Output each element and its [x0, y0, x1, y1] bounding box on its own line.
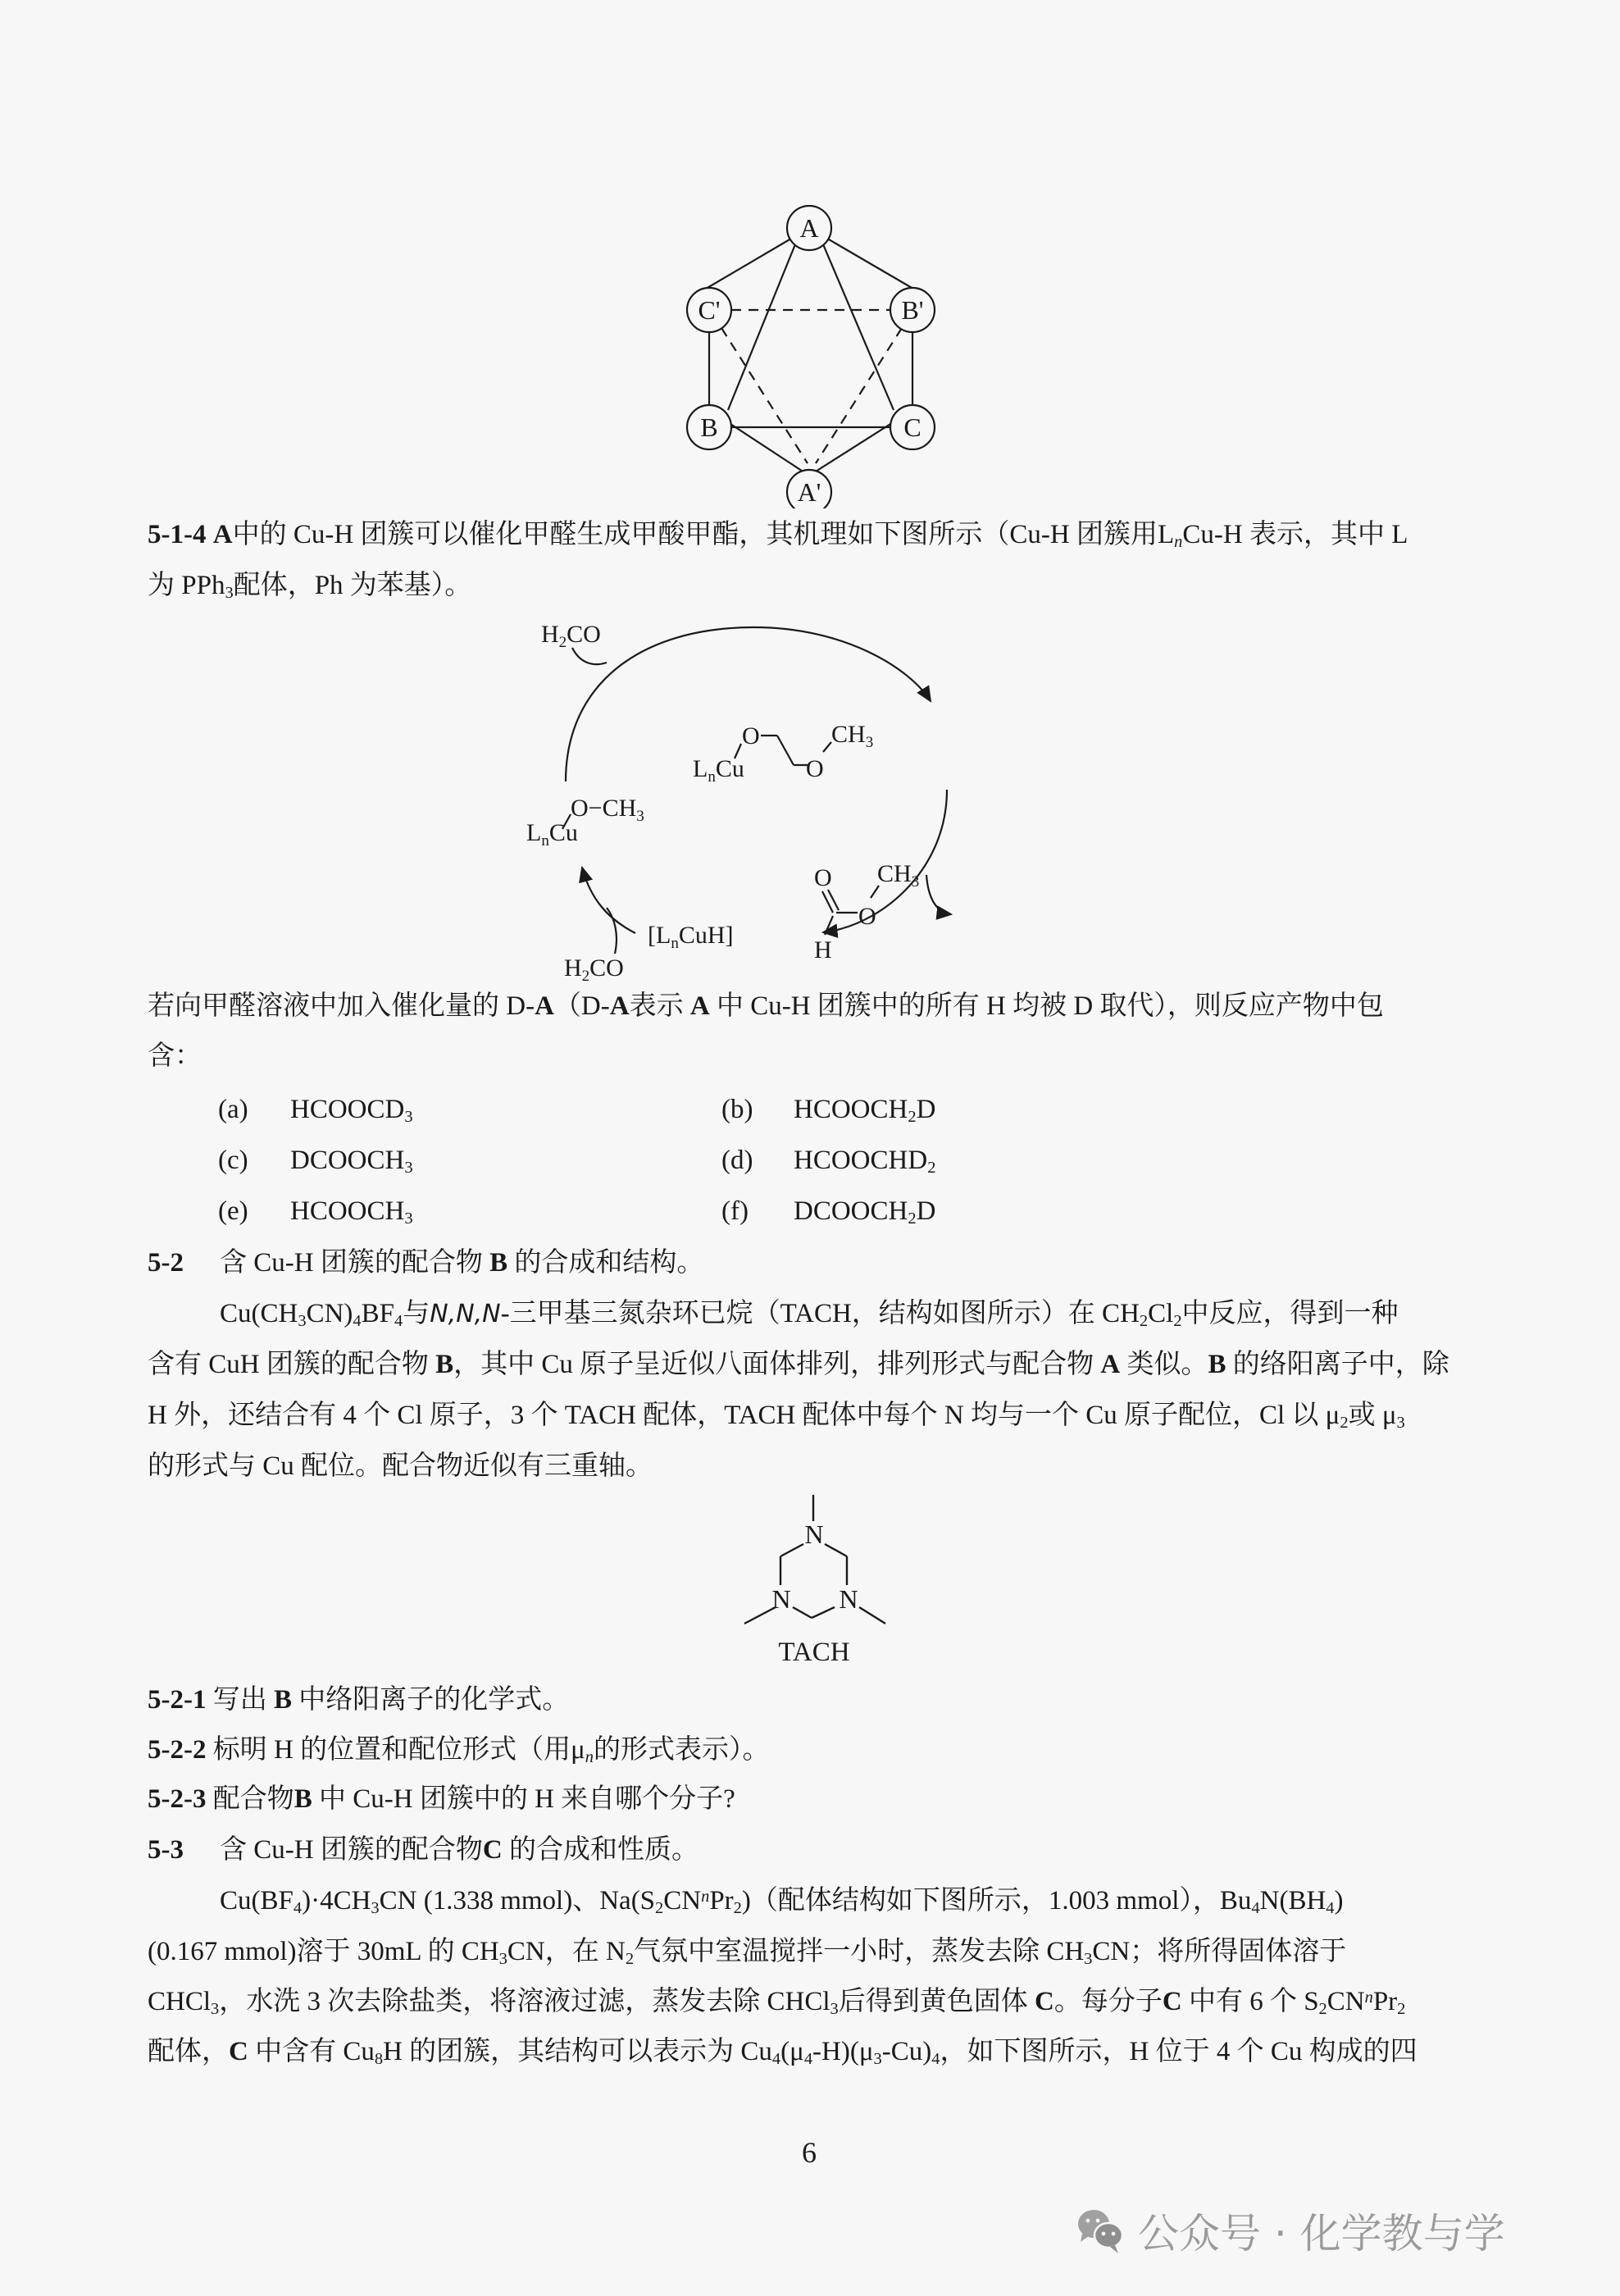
wechat-icon	[1076, 2206, 1126, 2255]
svg-text:CH3: $CH_3$	[831, 721, 874, 751]
vertex-label: B	[700, 412, 718, 442]
octahedron-diagram	[672, 205, 951, 508]
watermark	[1076, 2198, 1505, 2263]
svg-text:[LnCuH]: $[L_nCuH]$	[648, 922, 734, 952]
vertex-label: C	[903, 412, 921, 442]
question-5-1-4: 5-1-4 A中的 Cu-H 团簇可以催化甲醛生成甲酸甲酯，其机理如下图所示（Cu-H 团簇用$L_nCu-H$ 表示，其中 L	[148, 520, 1408, 552]
section-5-3-para-line1: $Cu(BF_4)\cdot 4CH_3CN$ (1.338 mmol)、$Na(S_2CN^nPr_2)$（配体结构如下图所示，1.003 mmol），$Bu_4N(BH_4)$	[220, 1886, 1344, 1918]
svg-text:O−CH3: $O-CH_3$	[571, 795, 644, 825]
option-f: (f) $DCOOCH_2D$	[721, 1196, 936, 1228]
svg-text:CH3: $CH_3$	[877, 860, 920, 891]
svg-text:O: O	[806, 755, 824, 782]
question-5-2-1: 5-2-1 写出 B 中络阳离子的化学式。	[148, 1685, 570, 1715]
section-5-3-para-line2: (0.167 mmol)溶于 30mL 的 $CH_3CN$，在 $N_2$气氛中室温搅拌一小时，蒸发去除 $CH_3CN$；将所得固体溶于	[148, 1937, 1347, 1969]
question-5-1-4-statement: 若向甲醛溶液中加入催化量的 D-A（D-A表示 A 中 Cu-H 团簇中的所有 H 均被 D 取代），则反应产物中包	[148, 991, 1384, 1021]
section-5-2-para-line1: $Cu(CH_3CN)_4BF_4$与N,N,N-三甲基三氮杂环已烷（TACH，结构如图所示）在 $CH_2Cl_2$中反应，得到一种	[220, 1299, 1399, 1331]
question-5-2-3: 5-2-3 配合物B 中 Cu-H 团簇中的 H 来自哪个分子?	[148, 1784, 735, 1814]
section-5-2-para-line3: H 外，还结合有 4 个 Cl 原子，3 个 TACH 配体，TACH 配体中每个 N 均与一个 Cu 原子配位，Cl 以 $\mu_2$或 $\mu_3$	[148, 1401, 1405, 1433]
section-5-3-para-line4: 配体，C 中含有 $Cu_8H$ 的团簇，其结构可以表示为 $Cu_4(\mu_4-H)(\mu_3-Cu)_4$，如下图所示，H 位于 4 个 Cu 构成的四	[148, 2037, 1418, 2069]
vertex-label: A'	[797, 477, 821, 507]
section-5-3-title: 5-3 含 Cu-H 团簇的配合物C 的合成和性质。	[148, 1835, 699, 1865]
question-number: 5-1-4	[148, 520, 207, 549]
option-a: (a) $HCOOCD_3$	[218, 1095, 413, 1127]
vertex-label: C'	[698, 295, 721, 325]
option-c: (c) $DCOOCH_3$	[218, 1146, 413, 1178]
tach-caption: TACH	[778, 1638, 850, 1667]
question-5-2-2: 5-2-2 标明 H 的位置和配位形式（用$\mu_n$的形式表示）。	[148, 1735, 770, 1767]
watermark-text: 公众号 · 化学教与学	[1138, 2210, 1505, 2257]
question-5-1-4-cont: 为 PPh$_3$配体，Ph 为苯基）。	[148, 571, 472, 603]
svg-text:H2CO: $H_2CO$	[541, 621, 601, 651]
section-5-3-para-line3: CHCl$_3$，水洗 3 次去除盐类，将溶液过滤，蒸发去除 CHCl$_3$后得到黄色固体 C。每分子C 中有 6 个 $S_2CN^nPr_2$	[148, 1987, 1406, 2019]
page-number: 6	[802, 2136, 817, 2169]
svg-text:H: H	[814, 936, 832, 963]
svg-text:H2CO: $H_2CO$	[564, 954, 624, 984]
vertex-label: B'	[901, 295, 924, 325]
nitrogen-atom: N	[804, 1519, 824, 1549]
question-5-1-4-statement-cont: 含：	[148, 1041, 202, 1071]
section-5-2-para-line2: 含有 CuH 团簇的配合物 B，其中 Cu 原子呈近似八面体排列，排列形式与配合物 A 类似。B 的络阳离子中，除	[148, 1350, 1449, 1379]
svg-text:O: O	[742, 722, 760, 749]
svg-text:LnCu: $L_nCu$	[693, 755, 744, 786]
section-5-2-para-line4: 的形式与 Cu 配位。配合物近似有三重轴。	[148, 1451, 653, 1481]
option-b: (b) $HCOOCH_2D$	[721, 1095, 936, 1127]
tach-structure	[721, 1488, 918, 1669]
option-e: (e) $HCOOCH_3$	[218, 1196, 413, 1228]
svg-text:O: O	[814, 864, 832, 891]
vertex-label: A	[799, 213, 819, 243]
nitrogen-atom: N	[839, 1584, 858, 1614]
nitrogen-atom: N	[771, 1584, 791, 1614]
svg-text:O: O	[858, 903, 876, 930]
option-d: (d) $HCOOCHD_2$	[721, 1146, 936, 1178]
svg-text:LnCu: $L_nCu$	[526, 819, 578, 850]
section-5-2-title: 5-2 含 Cu-H 团簇的配合物 B 的合成和结构。	[148, 1248, 704, 1278]
mechanism-diagram	[492, 603, 1115, 984]
